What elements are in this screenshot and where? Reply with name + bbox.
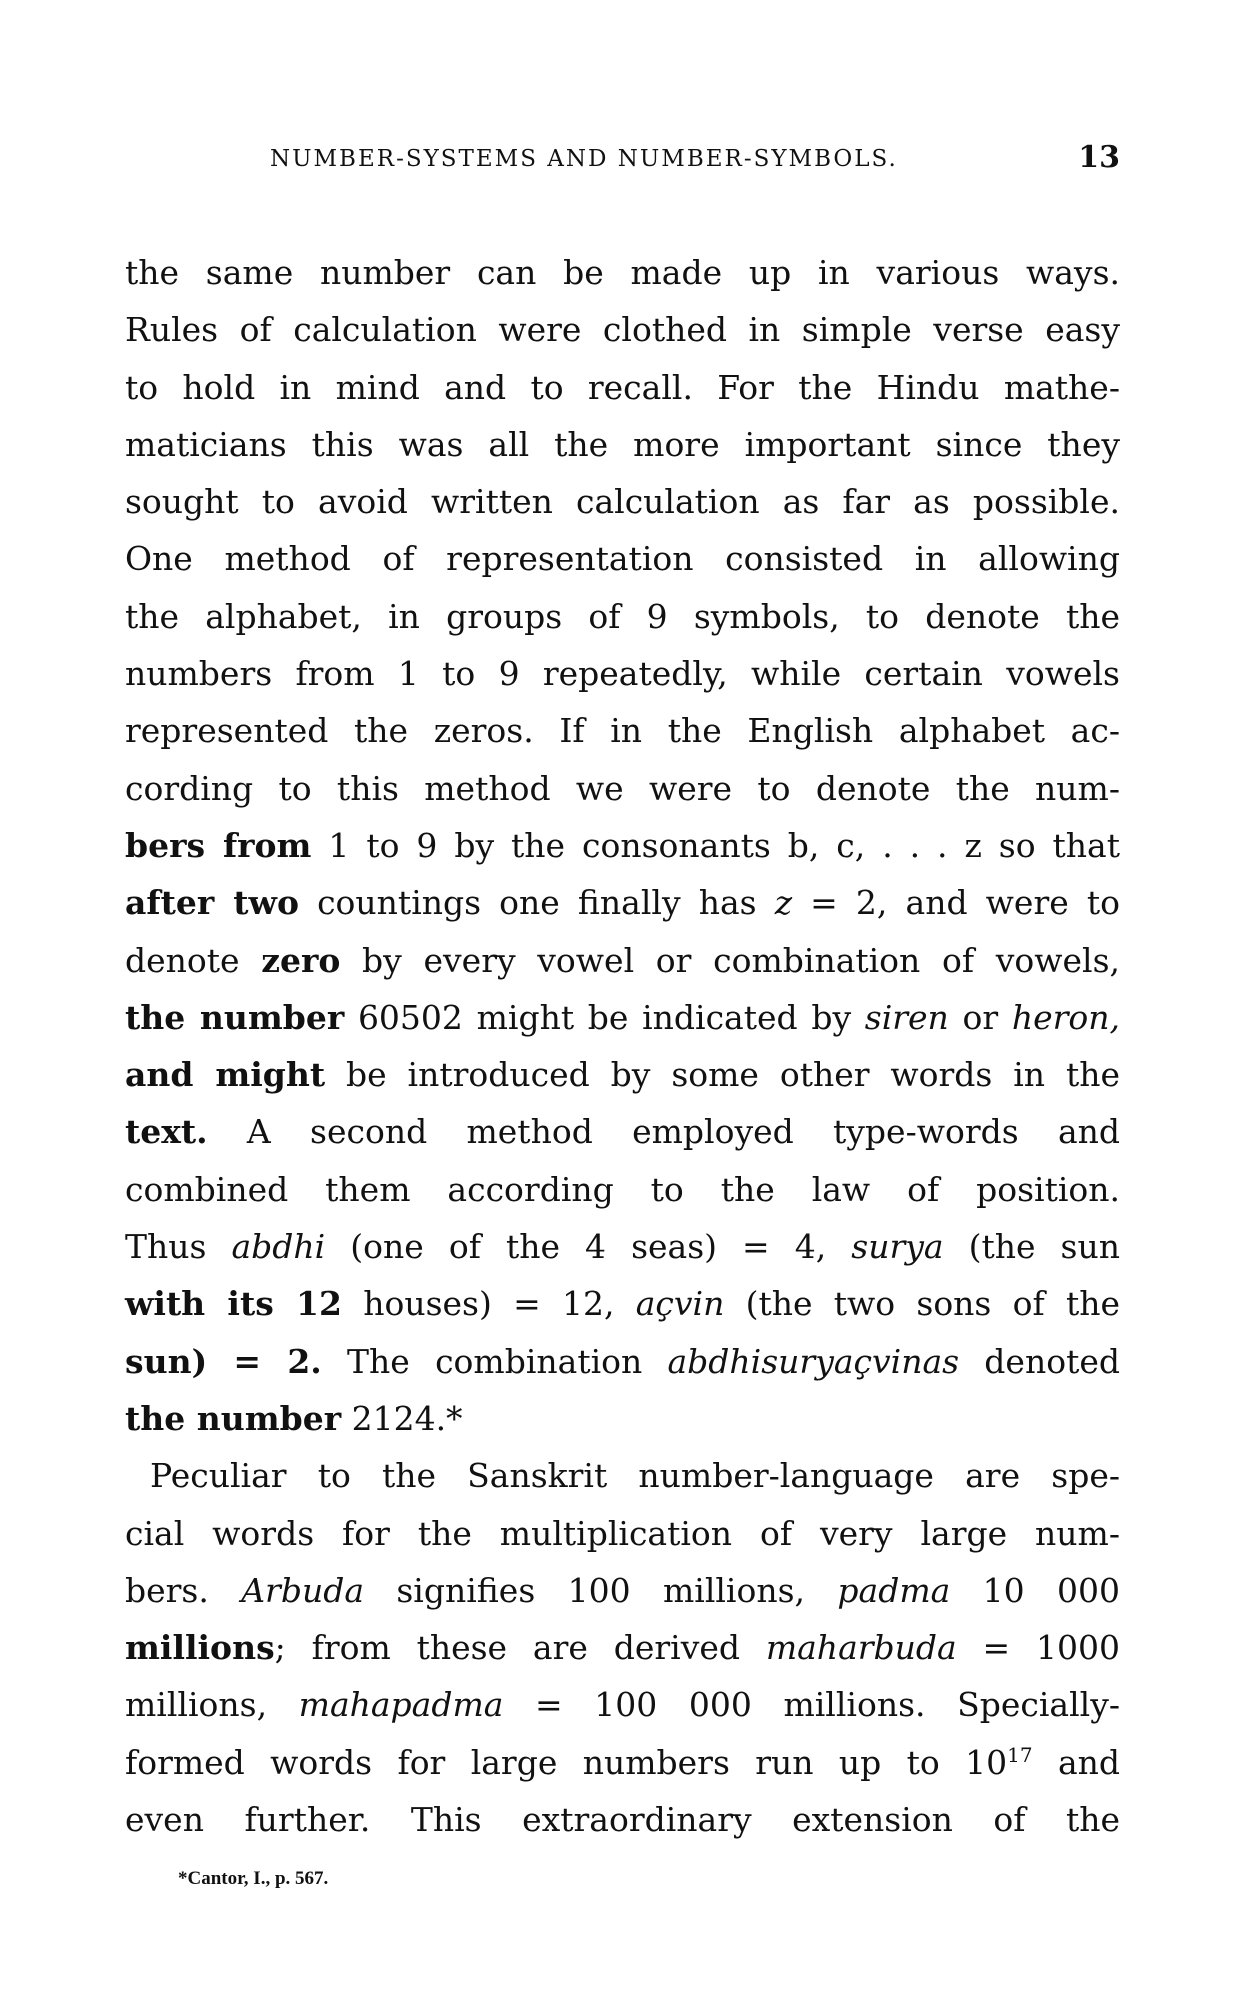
- text-segment: One method of representation consisted in allowing: [125, 539, 1120, 579]
- text-line: [125, 702, 1120, 759]
- text-line: [125, 1619, 1120, 1676]
- text-segment: (the two sons of the: [724, 1284, 1120, 1324]
- bold-text: the number: [125, 997, 345, 1037]
- text-line: [125, 989, 1120, 1046]
- text-line: [125, 244, 1120, 301]
- text-segment: by every vowel or combination of vowels,: [340, 940, 1120, 980]
- text-segment: even further. This extraordinary extension of the: [125, 1800, 1120, 1840]
- italic-text: siren: [864, 997, 949, 1037]
- text-segment: 10 000: [950, 1570, 1120, 1610]
- text-segment: numbers from 1 to 9 repeatedly, while certain vowels: [125, 654, 1120, 694]
- text-segment: denote: [125, 940, 262, 980]
- bold-text: text.: [125, 1112, 208, 1152]
- text-segment: bers.: [125, 1570, 242, 1610]
- text-segment: and: [1032, 1742, 1120, 1782]
- italic-text: z: [774, 883, 793, 923]
- footnote: *Cantor, I., p. 567.: [178, 1868, 329, 1889]
- text-line: [125, 1562, 1120, 1619]
- text-segment: houses) = 12,: [341, 1284, 636, 1324]
- italic-text: abdhi: [231, 1227, 326, 1267]
- text-segment: = 1000: [956, 1628, 1120, 1668]
- text-line: [125, 760, 1120, 817]
- text-line: [125, 1333, 1120, 1390]
- text-segment: (one of the 4 seas) = 4,: [325, 1227, 852, 1267]
- text-line: [125, 1218, 1120, 1275]
- text-line: [125, 874, 1120, 931]
- text-segment: denoted: [959, 1341, 1120, 1381]
- page-number: 13: [1078, 140, 1120, 175]
- text-segment: formed words for large numbers run up to 10: [125, 1742, 1008, 1782]
- text-segment: = 2, and were to: [792, 883, 1120, 923]
- text-line: [125, 473, 1120, 530]
- italic-text: padma: [837, 1570, 951, 1610]
- text-segment: b, c, . . . z: [787, 825, 982, 865]
- text-segment: so that: [981, 825, 1120, 865]
- italic-text: heron,: [1011, 997, 1120, 1037]
- text-line: [125, 1046, 1120, 1103]
- bold-text: and might: [125, 1055, 326, 1095]
- text-line: [125, 1103, 1120, 1160]
- text-line: [125, 1275, 1120, 1332]
- text-line: [125, 932, 1120, 989]
- text-line: [125, 1505, 1120, 1562]
- text-segment: 1 to 9 by the consonants: [311, 825, 788, 865]
- running-header: [270, 140, 1120, 180]
- text-segment: The combination: [321, 1341, 668, 1381]
- text-segment: Rules of calculation were clothed in simple verse easy: [125, 310, 1120, 350]
- text-segment: signifies 100 millions,: [364, 1570, 838, 1610]
- text-segment: = 100 000 millions. Specially-: [503, 1685, 1120, 1725]
- italic-text: mahapadma: [298, 1685, 504, 1725]
- text-segment: be introduced by some other words in the: [325, 1055, 1120, 1095]
- text-segment: sought to avoid written calculation as far as possible.: [125, 482, 1120, 522]
- bold-text: bers from: [125, 825, 312, 865]
- text-line: [125, 1390, 1120, 1447]
- bold-text: the number: [125, 1398, 342, 1438]
- text-segment: 60502 might be indicated by: [344, 997, 865, 1037]
- text-segment: cial words for the multiplication of very large num-: [125, 1513, 1120, 1553]
- text-line: [125, 301, 1120, 358]
- italic-text: maharbuda: [765, 1628, 957, 1668]
- text-segment: cording to this method we were to denote the num-: [125, 768, 1120, 808]
- bold-text: after two: [125, 883, 299, 923]
- italic-text: açvin: [635, 1284, 725, 1324]
- text-segment: countings one finally has: [298, 883, 775, 923]
- text-segment: ; from these are derived: [274, 1628, 766, 1668]
- text-segment: or: [948, 997, 1012, 1037]
- text-segment: 2124.*: [341, 1398, 463, 1438]
- text-segment: A second method employed type-words and: [207, 1112, 1120, 1152]
- text-line: [125, 1734, 1120, 1791]
- text-line: [125, 1676, 1120, 1733]
- italic-text: Arbuda: [241, 1570, 365, 1610]
- text-segment: represented the zeros. If in the English alphabet ac-: [125, 711, 1120, 751]
- text-line: [125, 416, 1120, 473]
- body-text: [125, 244, 1120, 1848]
- text-segment: to hold in mind and to recall. For the Hindu mathe-: [125, 367, 1120, 407]
- text-segment: Peculiar to the Sanskrit number-language are spe-: [150, 1456, 1120, 1496]
- italic-text: abdhisuryaçvinas: [667, 1341, 960, 1381]
- text-line: [125, 1791, 1120, 1848]
- superscript: 17: [1007, 1742, 1033, 1767]
- text-segment: maticians this was all the more important since they: [125, 424, 1120, 464]
- bold-text: sun) = 2.: [125, 1341, 322, 1381]
- text-segment: millions,: [125, 1685, 299, 1725]
- text-line: [125, 359, 1120, 416]
- bold-text: zero: [261, 940, 341, 980]
- text-line: [125, 645, 1120, 702]
- text-segment: the same number can be made up in various ways.: [125, 253, 1120, 292]
- text-line: [125, 817, 1120, 874]
- text-segment: combined them according to the law of position.: [125, 1169, 1120, 1209]
- italic-text: surya: [851, 1227, 944, 1267]
- text-line: [125, 530, 1120, 587]
- bold-text: millions: [125, 1628, 275, 1668]
- text-line: [125, 1161, 1120, 1218]
- bold-text: with its 12: [125, 1284, 342, 1324]
- text-line: [125, 588, 1120, 645]
- text-line: [125, 1447, 1120, 1504]
- text-segment: Thus: [125, 1227, 232, 1267]
- running-title: NUMBER-SYSTEMS AND NUMBER-SYMBOLS.: [270, 146, 898, 172]
- text-segment: (the sun: [943, 1227, 1120, 1267]
- text-segment: the alphabet, in groups of 9 symbols, to denote the: [125, 596, 1120, 636]
